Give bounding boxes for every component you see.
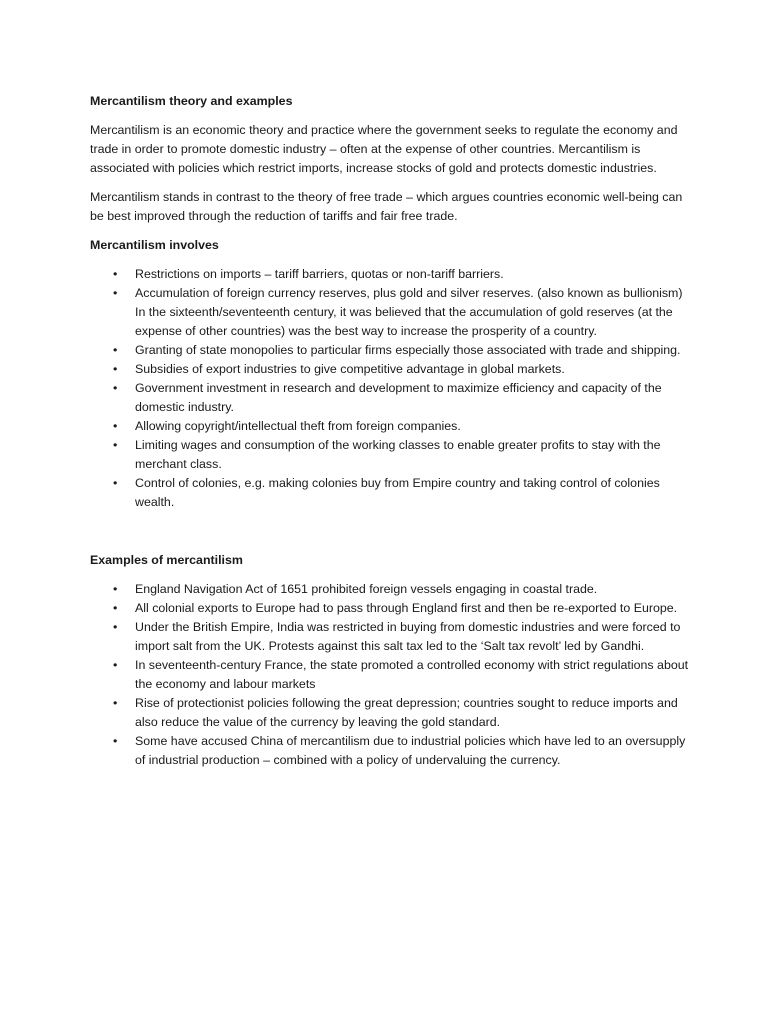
list-item xyxy=(90,580,690,599)
bullet-icon: • xyxy=(113,620,118,634)
list-item xyxy=(90,656,690,694)
document-title: Mercantilism theory and examples xyxy=(90,94,293,108)
list-item xyxy=(90,474,690,512)
bullet-icon: • xyxy=(113,343,118,357)
intro-paragraph: Mercantilism stands in contrast to the theory of free trade – which argues countries economic well-being can be best improved through the reduction of tariffs and fair free trade. xyxy=(90,190,683,223)
list-item-text: Allowing copyright/intellectual theft from foreign companies. xyxy=(135,419,461,433)
bullet-icon: • xyxy=(113,419,118,433)
list-item xyxy=(90,341,690,360)
bullet-icon: • xyxy=(113,734,118,748)
list-item xyxy=(90,360,690,379)
list-item-text: Subsidies of export industries to give competitive advantage in global markets. xyxy=(135,362,565,376)
examples-heading: Examples of mercantilism xyxy=(90,553,243,567)
list-item xyxy=(90,618,690,656)
list-item xyxy=(90,284,690,341)
list-item xyxy=(90,265,690,284)
list-item-text: Rise of protectionist policies following the great depression; countries sought to reduce imports and also reduce the value of the currency by leaving the gold standard. xyxy=(135,696,678,729)
list-item xyxy=(90,417,690,436)
list-item-text: In seventeenth-century France, the state promoted a controlled economy with strict regulations about the economy and labour markets xyxy=(135,658,689,691)
section-spacer xyxy=(90,522,690,551)
list-item xyxy=(90,599,690,618)
list-item xyxy=(90,694,690,732)
list-item xyxy=(90,732,690,770)
bullet-icon: • xyxy=(113,438,118,452)
list-item-text: England Navigation Act of 1651 prohibited foreign vessels engaging in coastal trade. xyxy=(135,582,598,596)
list-item-text: All colonial exports to Europe had to pass through England first and then be re-exported to Europe. xyxy=(135,601,678,615)
list-item-text: Granting of state monopolies to particular firms especially those associated with trade and shipping. xyxy=(135,343,681,357)
bullet-icon: • xyxy=(113,267,118,281)
bullet-icon: • xyxy=(113,362,118,376)
involves-list xyxy=(90,265,690,512)
list-item-text: Some have accused China of mercantilism due to industrial policies which have led to an oversupply of industrial production – combined with a policy of undervaluing the currency. xyxy=(135,734,686,767)
examples-list xyxy=(90,580,690,770)
list-item-text: Limiting wages and consumption of the working classes to enable greater profits to stay with the merchant class. xyxy=(135,438,661,471)
list-item-text: Under the British Empire, India was restricted in buying from domestic industries and were forced to import salt from the UK. Protests against this salt tax led to the ‘Salt tax revolt’ led by Gandhi. xyxy=(135,620,681,653)
bullet-icon: • xyxy=(113,601,118,615)
bullet-icon: • xyxy=(113,582,118,596)
list-item-text: Government investment in research and development to maximize efficiency and capacity of the domestic industry. xyxy=(135,381,662,414)
list-item xyxy=(90,436,690,474)
intro-paragraph: Mercantilism is an economic theory and practice where the government seeks to regulate the economy and trade in order to promote domestic industry – often at the expense of other countries. Mercantilism is associated with policies which restrict imports, increase stocks of gold and protects domestic industries. xyxy=(90,123,678,175)
bullet-icon: • xyxy=(113,658,118,672)
involves-heading: Mercantilism involves xyxy=(90,238,219,252)
bullet-icon: • xyxy=(113,381,118,395)
bullet-icon: • xyxy=(113,476,118,490)
bullet-icon: • xyxy=(113,696,118,710)
bullet-icon: • xyxy=(113,286,118,300)
list-item-text: Accumulation of foreign currency reserves, plus gold and silver reserves. (also known as bullionism) In the sixteenth/seventeenth century, it was believed that the accumulation of gold reserves (at the expense of other countries) was the best way to increase the prosperity of a country. xyxy=(135,286,683,338)
list-item xyxy=(90,379,690,417)
document-page xyxy=(90,92,690,780)
list-item-text: Control of colonies, e.g. making colonies buy from Empire country and taking control of colonies wealth. xyxy=(135,476,660,509)
list-item-text: Restrictions on imports – tariff barriers, quotas or non-tariff barriers. xyxy=(135,267,504,281)
